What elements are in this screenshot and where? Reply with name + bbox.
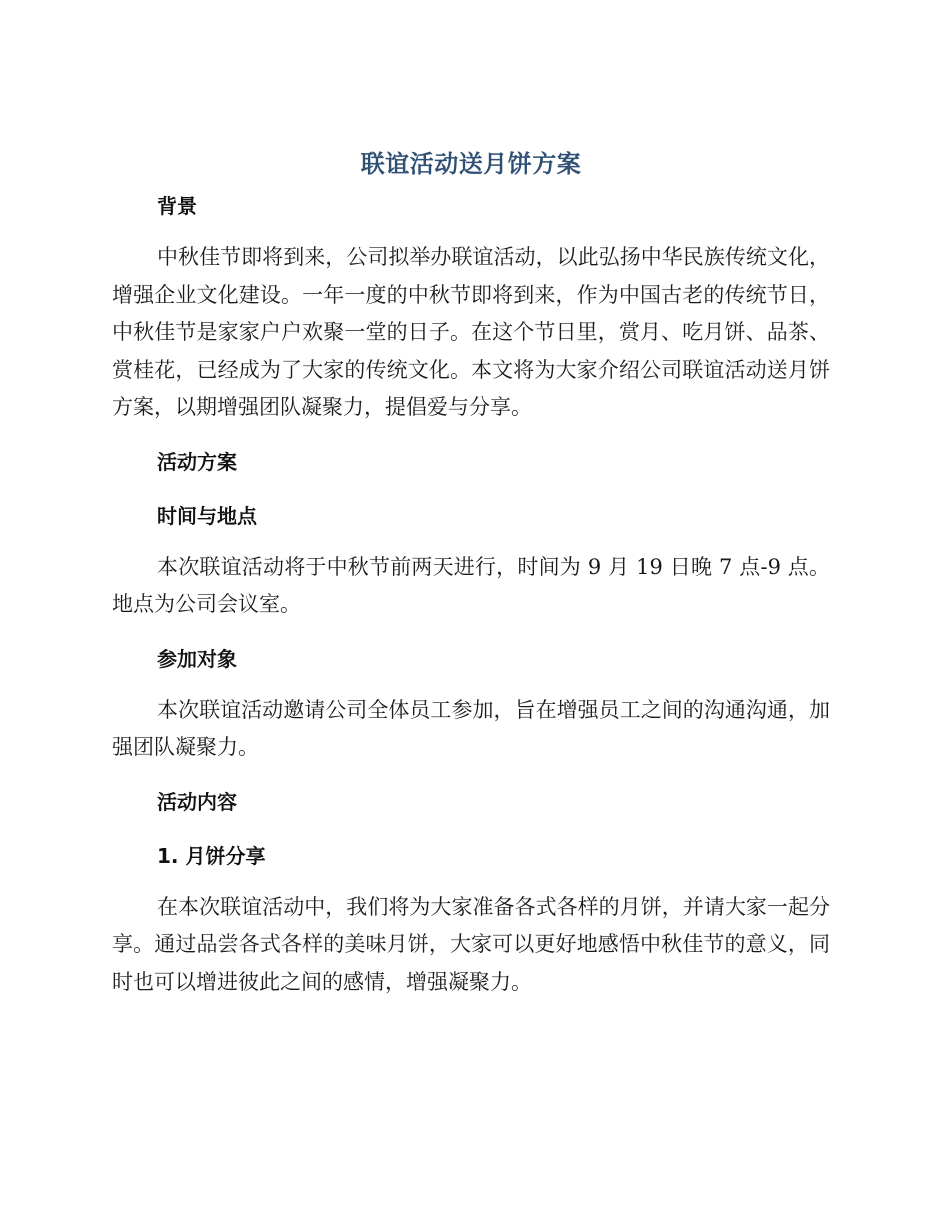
document-page — [112, 145, 830, 1001]
section-heading-participants: 参加对象 — [157, 646, 237, 671]
section-heading-content: 活动内容 — [157, 789, 237, 814]
paragraph-background: 中秋佳节即将到来，公司拟举办联谊活动，以此弘扬中华民族传统文化，增强企业文化建设。一年一度的中秋节即将到来，作为中国古老的传统节日，中秋佳节是家家户户欢聚一堂的日子。在这个节日里，赏月、吃月饼、品茶、赏桂花，已经成为了大家的传统文化。本文将为大家介绍公司联谊活动送月饼方案，以期增强团队凝聚力，提倡爱与分享。 — [112, 245, 830, 419]
section-heading-background: 背景 — [157, 194, 197, 218]
section-heading-plan: 活动方案 — [157, 449, 237, 474]
section-heading-time-place: 时间与地点 — [157, 503, 257, 528]
paragraph-participants: 本次联谊活动邀请公司全体员工参加，旨在增强员工之间的沟通沟通，加强团队凝聚力。 — [112, 697, 830, 759]
document-title: 联谊活动送月饼方案 — [360, 150, 582, 178]
section-heading-mooncake-sharing: 1. 月饼分享 — [157, 843, 266, 868]
paragraph-time-place: 本次联谊活动将于中秋节前两天进行，时间为 9 月 19 日晚 7 点-9 点。地点为公司会议室。 — [112, 554, 830, 616]
paragraph-mooncake-sharing: 在本次联谊活动中，我们将为大家准备各式各样的月饼，并请大家一起分享。通过品尝各式各样的美味月饼，大家可以更好地感悟中秋佳节的意义，同时也可以增进彼此之间的感情，增强凝聚力。 — [112, 894, 830, 994]
